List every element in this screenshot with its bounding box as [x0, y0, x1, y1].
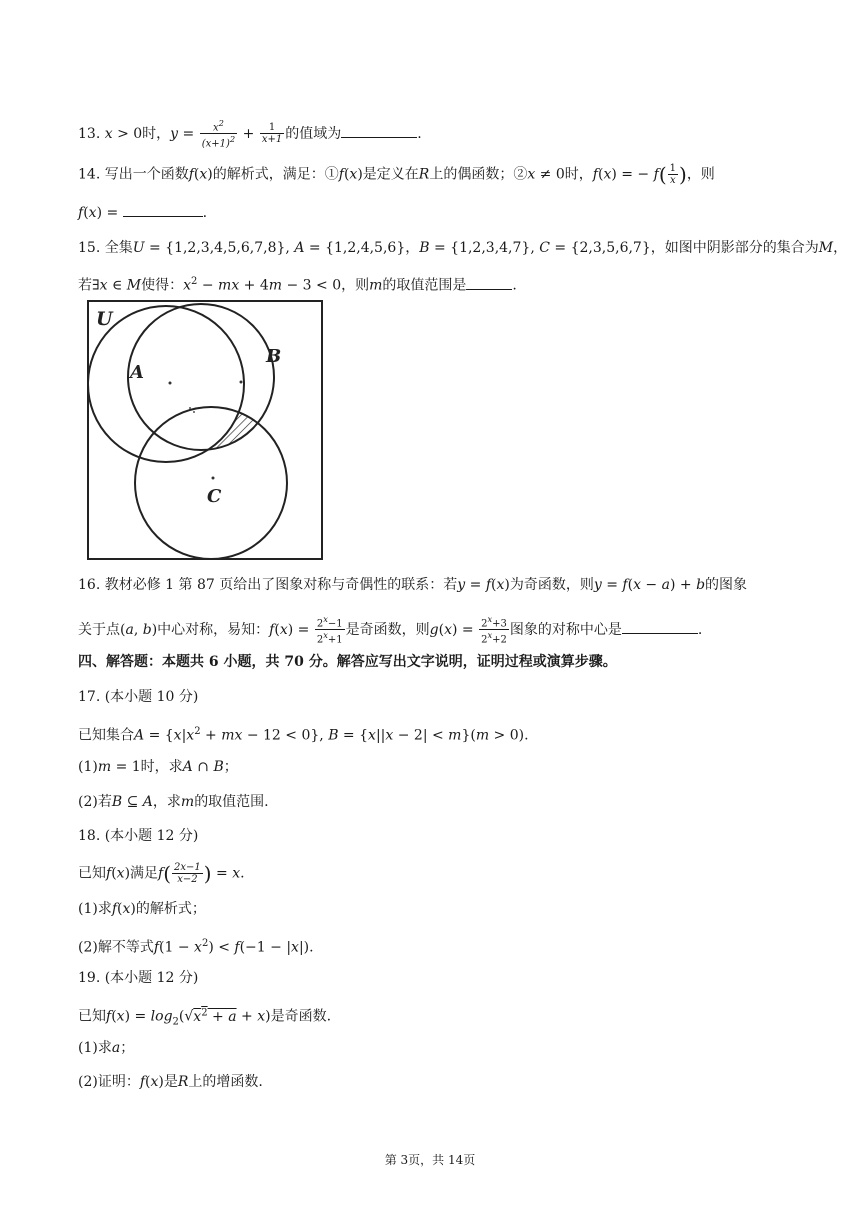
answer-blank[interactable] — [622, 619, 698, 634]
label-c: C — [207, 486, 222, 507]
question-17-given: 已知集合$A = \{x|x^2$ + mx − 12 < 0}, B = {x||x − 2| < m}(m > 0). — [78, 726, 529, 744]
question-19-title: 19. (本小题 12 分) — [78, 970, 199, 986]
question-18-given: 已知f(x)满足f( $\frac{2x-1}{x-2}$ ) = x. — [78, 861, 245, 886]
question-19-part2: (2)证明：f(x)是R上的增函数. — [78, 1074, 263, 1090]
question-18-title: 18. (本小题 12 分) — [78, 828, 199, 844]
question-15-line2: 若∃x ∈ M使得：$x^2$ − mx + 4m − 3 < 0，则m的取值范围是 . — [78, 276, 517, 294]
page-footer: 第 3页，共 14页 — [384, 1153, 476, 1167]
question-14: 14. 写出一个函数f(x)的解析式，满足：①f(x)是定义在R上的偶函数；②x ≠ 0时，f(x) = − f( $\frac{1}{x}$ )，则 — [78, 162, 715, 187]
venn-diagram — [86, 298, 326, 562]
answer-blank[interactable] — [341, 123, 417, 138]
label-u: U — [96, 308, 113, 330]
question-17-part1: (1)m = 1时，求A ∩ B； — [78, 759, 238, 775]
section-heading: 四、解答题：本题共 6 小题，共 70 分。解答应写出文字说明，证明过程或演算步骤。 — [78, 654, 617, 670]
label-b: B — [266, 346, 282, 367]
question-19-part1: (1)求a； — [78, 1040, 135, 1056]
question-14-answer-line: f(x) = . — [78, 202, 207, 223]
question-19-given: 已知$f(x) = \log_2(√x^2 + a + x)$是奇函数. — [78, 1007, 332, 1028]
question-number: 13. — [78, 125, 101, 142]
question-16-line2: 关于点(a, b)中心对称，易知：f(x) = $\frac{2^x-1}{2^x+1}$ 是奇函数，则g(x) = $\frac{2^x+3}{2^x+2}$ 图象的对称中心是 . — [78, 614, 703, 646]
question-17-part2: (2)若B ⊆ A，求m的取值范围. — [78, 794, 269, 810]
question-15: 15. 全集U = {1,2,3,4,5,6,7,8}, A = {1,2,4,5,6}，B = {1,2,3,4,7}, C = {2,3,5,6,7}，如图中阴影部分的集合为M， — [78, 240, 848, 256]
question-18-part1: (1)求f(x)的解析式； — [78, 901, 206, 917]
question-17-title: 17. (本小题 10 分) — [78, 689, 199, 705]
answer-blank[interactable] — [466, 275, 512, 290]
question-13: 13. x > 0时，y = $\frac{x^2}{(x+1)^2}$ + $\frac{1}{x+1}$ 的值域为 . — [78, 118, 422, 150]
question-18-part2: (2)解不等式$f(1 - x^2) < f(-1 - |x|)$. — [78, 938, 314, 956]
shaded-region — [86, 298, 326, 562]
label-a: A — [130, 362, 144, 383]
answer-blank[interactable] — [123, 202, 203, 217]
question-16: 16. 教材必修 1 第 87 页给出了图象对称与奇偶性的联系：若y = f(x)为奇函数，则y = f(x − a) + b的图象 — [78, 577, 748, 593]
